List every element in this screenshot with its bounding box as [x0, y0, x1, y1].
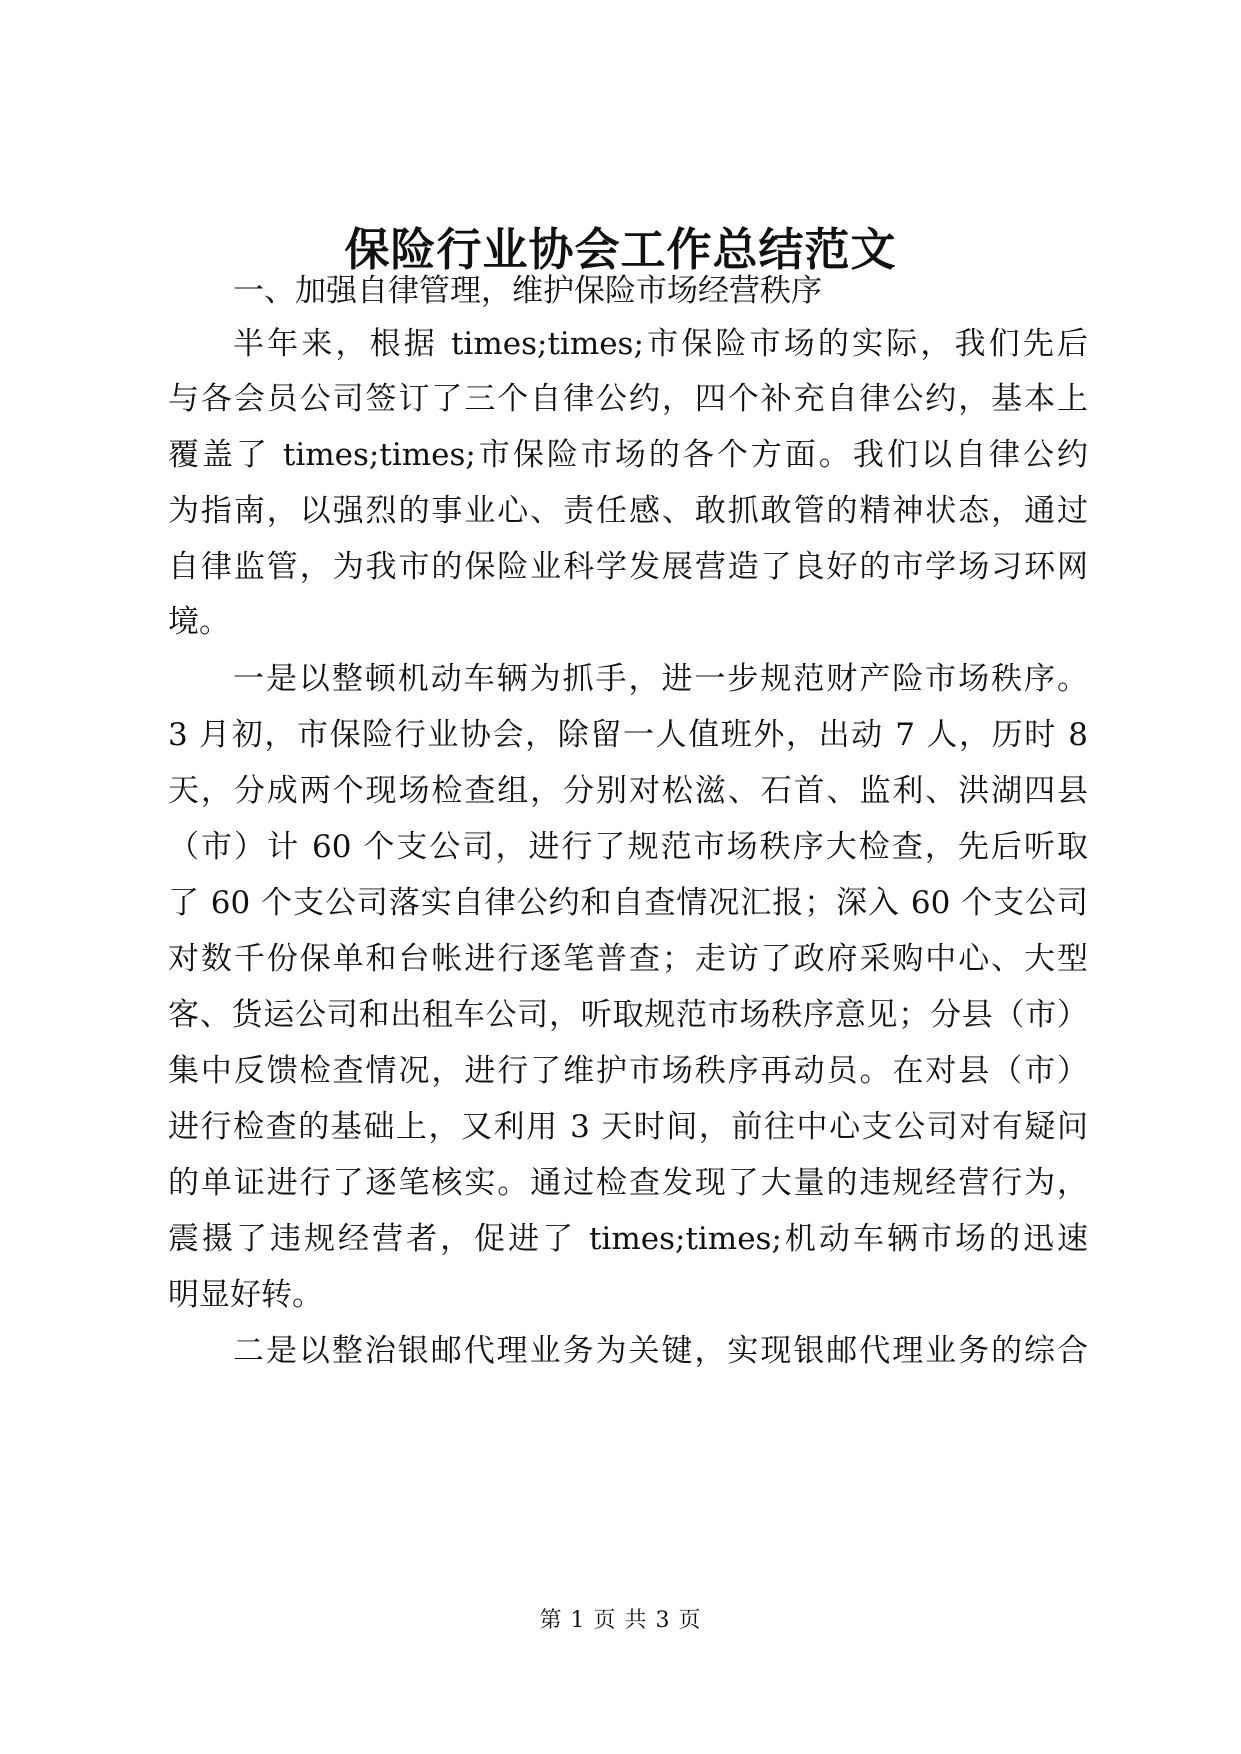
paragraph-line: 了 60 个支公司落实自律公约和自查情况汇报；深入 60 个支公司 — [168, 885, 1088, 921]
paragraph-line: 客、货运公司和出租车公司，听取规范市场秩序意见；分县（市） — [168, 997, 1088, 1033]
paragraph-line: 进行检查的基础上，又利用 3 天时间，前往中心支公司对有疑问 — [168, 1109, 1088, 1145]
paragraph-line: 一是以整顿机动车辆为抓手，进一步规范财产险市场秩序。 — [233, 661, 1088, 697]
paragraph-line: 对数千份保单和台帐进行逐笔普查；走访了政府采购中心、大型 — [168, 941, 1088, 977]
paragraph-line: 的单证进行了逐笔核实。通过检查发现了大量的违规经营行为， — [168, 1165, 1088, 1201]
paragraph-line: 覆盖了 times;times;市保险市场的各个方面。我们以自律公约 — [168, 437, 1088, 473]
page-indicator: 第 1 页 共 3 页 — [539, 1608, 702, 1633]
paragraph-line: 境。 — [168, 604, 230, 640]
paragraph-line: 震摄了违规经营者，促进了 times;times;机动车辆市场的迅速 — [168, 1221, 1088, 1257]
document-title: 保险行业协会工作总结范文 — [344, 223, 897, 276]
paragraph-line: 二是以整治银邮代理业务为关键，实现银邮代理业务的综合 — [233, 1333, 1088, 1369]
paragraph-line: 自律监管，为我市的保险业科学发展营造了良好的市学场习环网 — [168, 549, 1088, 585]
paragraph-line: 天，分成两个现场检查组，分别对松滋、石首、监利、洪湖四县 — [168, 773, 1088, 809]
paragraph-line: 3 月初，市保险行业协会，除留一人值班外，出动 7 人，历时 8 — [168, 717, 1088, 753]
paragraph-line: 与各会员公司签订了三个自律公约，四个补充自律公约，基本上 — [168, 381, 1088, 417]
section-heading: 一、加强自律管理，维护保险市场经营秩序 — [233, 273, 822, 309]
paragraph-line: 为指南，以强烈的事业心、责任感、敢抓敢管的精神状态，通过 — [168, 493, 1088, 529]
paragraph-line: （市）计 60 个支公司，进行了规范市场秩序大检查，先后听取 — [168, 829, 1088, 865]
paragraph-line: 半年来，根据 times;times;市保险市场的实际，我们先后 — [233, 326, 1088, 362]
paragraph-line: 明显好转。 — [168, 1277, 323, 1313]
paragraph-line: 集中反馈检查情况，进行了维护市场秩序再动员。在对县（市） — [168, 1053, 1088, 1089]
